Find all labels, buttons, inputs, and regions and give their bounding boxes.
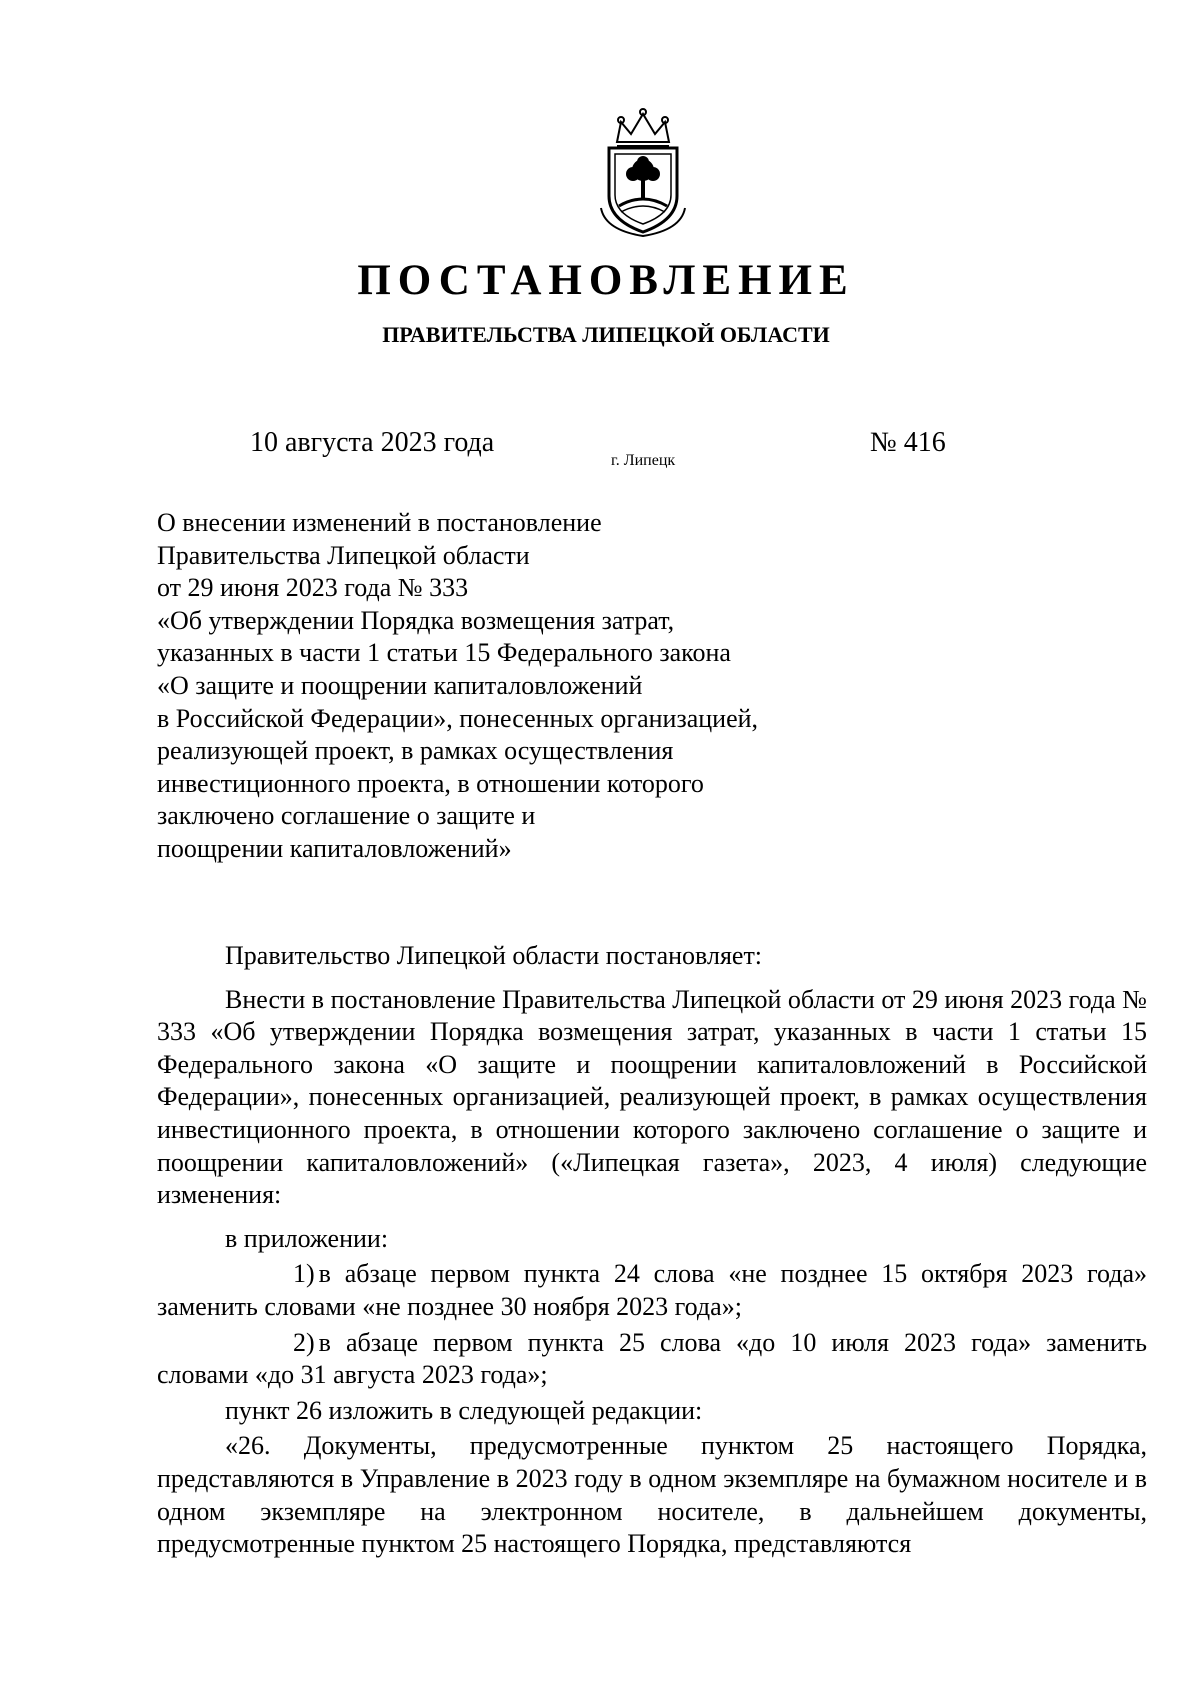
- title-line: поощрении капиталовложений»: [157, 833, 512, 863]
- title-line: указанных в части 1 статьи 15 Федерального закона: [157, 638, 731, 668]
- quoted-paragraph: «26. Документы, предусмотренные пунктом 25 настоящего Порядка, представляются в Управление в 2023 году в одном экземпляре на бумажном носителе и в одном экземпляре на электронном носителе, в дальнейшем документы, предусмотренные пунктом 25 настоящего Порядка, представляются: [157, 1431, 1147, 1559]
- document-type-heading: ПОСТАНОВЛЕНИЕ: [357, 257, 855, 304]
- item-text: в абзаце первом пункта 25 слова «до 10 июля 2023 года» заменить словами «до 31 августа 2023 года»;: [157, 1327, 1147, 1390]
- title-line: заключено соглашение о защите и: [157, 801, 536, 831]
- amendment-item-3: пункт 26 изложить в следующей редакции:: [225, 1395, 703, 1425]
- document-title: [157, 507, 877, 866]
- title-line: О внесении изменений в постановление: [157, 508, 602, 537]
- annex-paragraph: в приложении:: [225, 1223, 389, 1253]
- amendment-item-2: [157, 1327, 1147, 1392]
- intro-paragraph: Внести в постановление Правительства Липецкой области от 29 июня 2023 года № 333 «Об утверждении Порядка возмещения затрат, указанных в части 1 статьи 15 Федерального закона «О защите и поощрении капиталовложений в Российской Федерации», понесенных организацией, реализующей проект, в рамках осуществления инвестиционного проекта, в отношении которого заключено соглашение о защите и поощрении капиталовложений» («Липецкая газета», 2023, 4 июля) следующие изменения:: [157, 984, 1147, 1210]
- item-text: в абзаце первом пункта 24 слова «не позднее 15 октября 2023 года» заменить словами «не позднее 30 ноября 2023 года»;: [157, 1259, 1147, 1321]
- document-place: г. Липецк: [611, 452, 676, 469]
- item-number: 2): [293, 1327, 315, 1357]
- document-number: № 416: [870, 427, 946, 458]
- document-body: [157, 940, 1147, 1572]
- title-line: в Российской Федерации», понесенных организацией,: [157, 703, 759, 733]
- amendment-item-1: [157, 1258, 1147, 1323]
- document-date: 10 августа 2023 года: [250, 427, 495, 458]
- title-line: реализующей проект, в рамках осуществления: [157, 736, 674, 766]
- title-line: инвестиционного проекта, в отношении которого: [157, 768, 704, 798]
- title-line: Правительства Липецкой области: [157, 540, 530, 570]
- title-line: «О защите и поощрении капиталовложений: [157, 670, 643, 700]
- title-line: «Об утверждении Порядка возмещения затрат,: [157, 605, 675, 635]
- coat-of-arms-icon: [595, 108, 691, 238]
- issuer-heading: ПРАВИТЕЛЬСТВА ЛИПЕЦКОЙ ОБЛАСТИ: [382, 322, 830, 347]
- title-line: от 29 июня 2023 года № 333: [157, 573, 469, 603]
- resolves-paragraph: Правительство Липецкой области постановляет:: [225, 941, 763, 970]
- item-number: 1): [293, 1259, 315, 1289]
